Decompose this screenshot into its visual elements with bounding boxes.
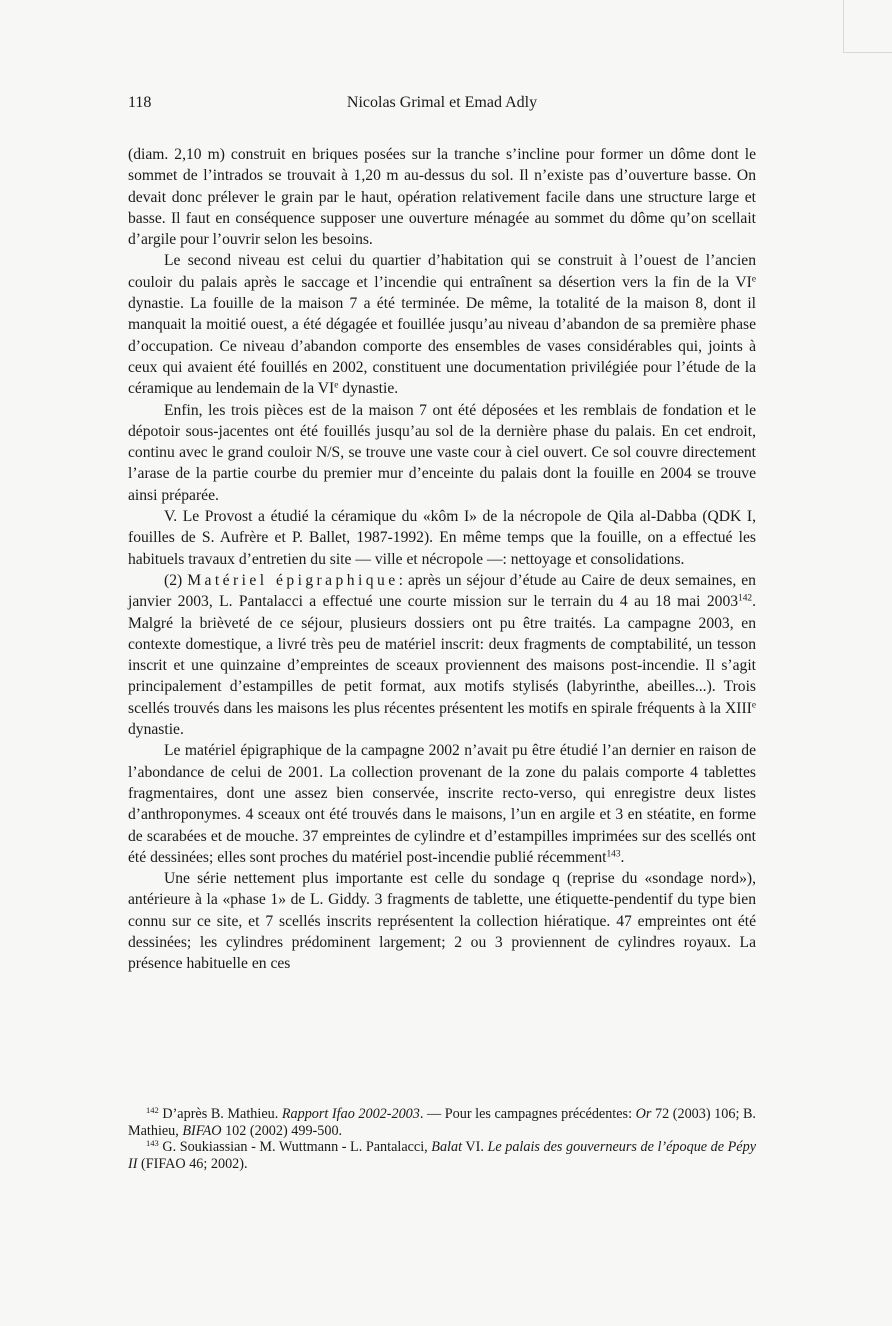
footnote-143: $^{143}$ G. Soukiassian - M. Wuttmann - L. Pantalacci, Balat VI. Le palais des gouverneurs de l’époque de Pépy II (FIFAO 46; 2002). (128, 1138, 756, 1172)
page-number: 118 (128, 94, 152, 111)
running-title: Nicolas Grimal et Emad Adly (346, 94, 538, 111)
main-text (128, 144, 756, 975)
paragraph-7: Une série nettement plus importante est celle du sondage q (reprise du «sondage nord»), antérieure à la «phase 1» de L. Giddy. 3 fragments de tablette, une étiquette-pendentif du type bien connu sur ce site, et 7 scellés inscrits représentent la collection hiératique. 47 empreintes ont été dessinées; les cylindres prédominent largement; 2 ou 3 proviennent de cylindres royaux. La présence habituelle en ces (128, 870, 756, 973)
paragraph-1: (diam. 2,10 m) construit en briques posées sur la tranche s’incline pour former un dôme dont le sommet de l’intrados se trouvait à 1,20 m au-dessus du sol. Il n’existe pas d’ouverture basse. On devait donc prélever le grain par le haut, opération relativement facile dans une structure large et basse. Il faut en conséquence supposer une ouverture ménagée au sommet du dôme qu’on scellait d’argile pour l’ouvrir selon les besoins. (128, 146, 756, 249)
page-edge-decoration (843, 0, 892, 53)
paragraph-6: Le matériel épigraphique de la campagne 2002 n’avait pu être étudié l’an dernier en raison de l’abondance de celui de 2001. La collection provenant de la zone du palais comporte 4 tablettes fragmentaires, dont une assez bien conservée, inscrite recto-verso, qui enregistre deux listes d’anthroponymes. 4 sceaux ont été trouvés dans le maisons, l’un en argile et 3 en stéatite, en forme de scarabées et de mouche. 37 empreintes de cylindre et d’estampilles imprimées sur des scellés ont été dessinées; elles sont proches du matériel post-incendie publié récemment$^{143}$. (128, 742, 756, 866)
paragraph-5: (2) Matériel épigraphique: après un séjour d’étude au Caire de deux semaines, en janvier 2003, L. Pantalacci a effectué une courte mission sur le terrain du 4 au 18 mai 2003$^{142}$. Malgré la brièveté de ce séjour, plusieurs dossiers ont pu être traités. La campagne 2003, en contexte domestique, a livré très peu de matériel inscrit: deux fragments de comptabilité, un tesson inscrit et une quinzaine d’empreintes de sceaux proviennent des maisons post-incendie. Il s’agit principalement d’estampilles de petit format, aux motifs stylisés (labyrinthe, abeilles...). Trois scellés trouvés dans les maisons les plus récentes présentent les motifs en spirale fréquents à la XIIIe dynastie. (128, 571, 756, 739)
footnote-ref-142: 142 (738, 593, 753, 604)
paragraph-2: Le second niveau est celui du quartier d’habitation qui se construit à l’ouest de l’ancien couloir du palais après le saccage et l’incendie qui entraînent sa désertion vers la fin de la VIe dynastie. La fouille de la maison 7 a été terminée. De même, la totalité de la maison 8, dont il manquait la moitié ouest, a été dégagée et fouillée jusqu’au niveau d’abandon de sa première phase d’occupation. Ce niveau d’abandon comporte des ensembles de vases considérables qui, joints à ceux qui avaient été fouillés en 2002, constituent une documentation privilégiée pour l’étude de la céramique au lendemain de la VIe dynastie. (128, 252, 756, 398)
footnote-ref-143: 143 (606, 849, 621, 860)
section-heading: Matériel épigraphique (187, 571, 399, 589)
paragraph-3: Enfin, les trois pièces est de la maison 7 ont été déposées et les remblais de fondation et le dépotoir sous-jacentes ont été fouillés jusqu’au sol de la dernière phase du palais. En cet endroit, continu avec le grand couloir N/S, se trouve une vaste cour à ciel ouvert. Ce sol couvre directement l’arase de la partie courbe du premier mur d’enceinte du palais dont la fouille en 2004 se trouve ainsi préparée. (128, 401, 756, 504)
footnotes (128, 1106, 756, 1172)
page-header (128, 94, 756, 118)
paragraph-4: V. Le Provost a étudié la céramique du «kôm I» de la nécropole de Qila al-Dabba (QDK I, fouilles de S. Aufrère et P. Ballet, 1987-1992). En même temps que la fouille, on a effectué les habituels travaux d’entretien du site — ville et nécropole —: nettoyage et consolidations. (128, 508, 756, 568)
footnote-142: $^{142}$ D’après B. Mathieu. Rapport Ifao 2002-2003. — Pour les campagnes précédentes: Or 72 (2003) 106; B. Mathieu, BIFAO 102 (2002) 499-500. (128, 1104, 756, 1139)
